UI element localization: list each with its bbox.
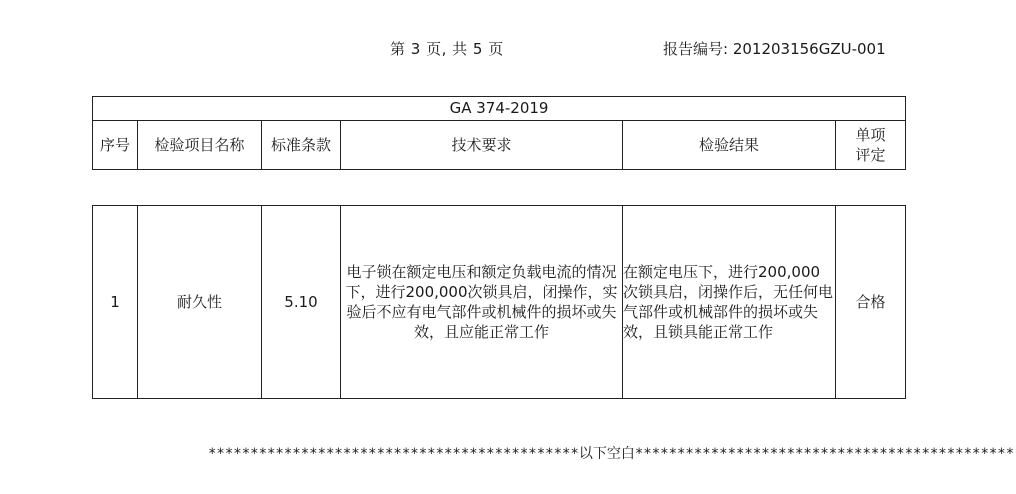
column-header-verdict: 单项 评定 bbox=[836, 121, 906, 170]
header-table bbox=[92, 96, 906, 170]
column-header-no: 序号 bbox=[93, 121, 138, 170]
row-item: 耐久性 bbox=[138, 206, 262, 399]
row-result-text: 在额定电压下，进行200,000次锁具启，闭操作后，无任何电气部件或机械部件的损坏或失效，且锁具能正常工作 bbox=[623, 262, 834, 342]
column-header-requirement: 技术要求 bbox=[341, 121, 623, 170]
table-row bbox=[93, 206, 906, 399]
standard-title: GA 374-2019 bbox=[93, 97, 906, 121]
row-no: 1 bbox=[93, 206, 138, 399]
row-requirement: 电子锁在额定电压和额定负载电流的情况下，进行200,000次锁具启，闭操作，实验后不应有电气部件或机械件的损坏或失效，且应能正常工作 bbox=[341, 206, 623, 399]
report-number: 报告编号: 201203156GZU-001 bbox=[663, 40, 886, 58]
row-result bbox=[623, 206, 836, 399]
page-indicator: 第 3 页, 共 5 页 bbox=[390, 40, 504, 58]
row-clause: 5.10 bbox=[262, 206, 341, 399]
column-header-clause: 标准条款 bbox=[262, 121, 341, 170]
end-of-content-marker: ********************************************以下空白********************************************* bbox=[208, 446, 1015, 462]
results-table bbox=[92, 205, 906, 399]
row-verdict: 合格 bbox=[836, 206, 906, 399]
column-header-item: 检验项目名称 bbox=[138, 121, 262, 170]
column-header-result: 检验结果 bbox=[623, 121, 836, 170]
